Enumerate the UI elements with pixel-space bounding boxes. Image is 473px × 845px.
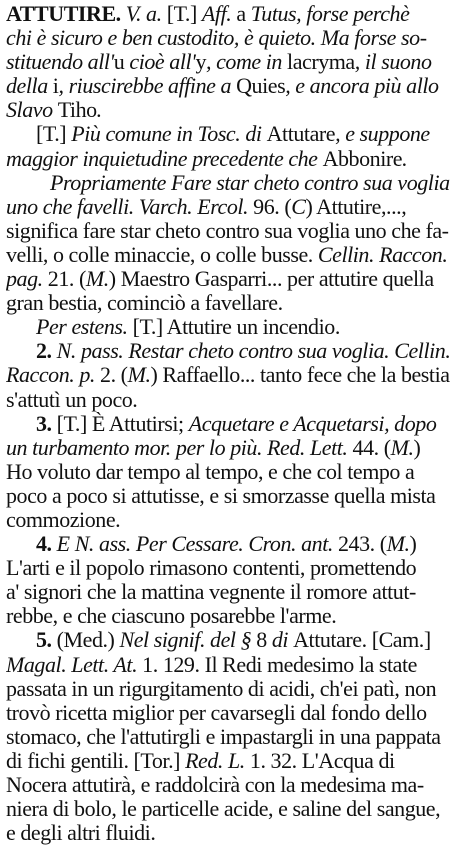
text-run: M. — [85, 267, 109, 292]
entry-line — [6, 291, 465, 315]
entry-line — [6, 436, 465, 460]
entry-line — [6, 315, 465, 339]
text-run: 243. ( — [337, 532, 387, 557]
text-run: [T.] Attutire un incendio. — [132, 315, 340, 340]
text-run: Attutare — [266, 122, 336, 147]
text-run: 2. — [36, 339, 57, 364]
entry-line — [6, 412, 465, 436]
entry-line — [6, 460, 465, 484]
text-run: 3. — [36, 411, 57, 436]
text-run: , riuscirebbe affine a — [58, 74, 237, 99]
entry-line — [6, 74, 465, 98]
text-run: 44. ( — [352, 435, 391, 460]
text-run: Acquetare e Acquetarsi, dopo — [188, 411, 437, 436]
entry-line — [6, 243, 465, 267]
text-run: s'attutì un poco. — [6, 387, 138, 412]
entry-line — [6, 821, 465, 845]
text-run: i — [52, 74, 59, 99]
text-run: Tutus, — [250, 2, 302, 26]
text-run: Per estens. — [36, 315, 133, 340]
text-run: Aff. — [201, 2, 232, 26]
text-run: ) — [413, 435, 421, 460]
text-run: . [Cam.] — [361, 628, 431, 653]
entry-line — [6, 363, 465, 387]
text-run: M. — [127, 363, 151, 388]
entry-line — [6, 701, 465, 725]
text-run: di — [266, 628, 294, 653]
text-run: Magal. Lett. At. — [6, 652, 143, 677]
text-run: uno che favelli. Varch. Ercol. — [6, 194, 254, 219]
text-run: poco a poco si attutisse, e si smorzasse quella mista — [6, 483, 436, 508]
text-run: , il suono — [354, 50, 432, 75]
entry-line — [6, 122, 465, 146]
text-run: C — [291, 194, 306, 219]
text-run: Nocera attutirà, e raddolcirà con la medesima ma- — [6, 773, 424, 797]
text-run: M. — [390, 435, 414, 460]
text-run: di fichi gentili. [Tor.] — [6, 748, 186, 773]
text-run: stomaco, che l'attutirgli e impastargli in una pappata — [6, 724, 441, 749]
text-run: Cellin. Raccon. — [317, 242, 448, 267]
entry-line — [6, 797, 465, 821]
text-run: maggior inquietudine precedente che — [6, 146, 323, 171]
entry-line — [6, 2, 465, 26]
entry-line — [6, 171, 465, 195]
text-run: gran bestia, cominciò a favellare. — [6, 291, 283, 316]
text-run: ATTUTIRE. — [6, 2, 121, 26]
entry-line — [6, 484, 465, 508]
text-run: e degli altri fluidi. — [6, 821, 156, 845]
text-run: [T.] — [36, 122, 72, 147]
text-run: a' signori che la mattina vegnente il romore attut- — [6, 580, 416, 605]
text-run: M. — [386, 532, 410, 557]
text-run: un turbamento mor. per lo più. Red. Lett. — [6, 435, 353, 460]
entry-line — [6, 195, 465, 219]
text-run: [T.] — [166, 2, 202, 26]
text-run: Nel signif. del § — [119, 628, 257, 653]
text-run: trovò ricetta miglior per cavarsegli dal fondo dello — [6, 700, 427, 725]
text-run: . — [402, 146, 408, 171]
text-run: . — [96, 98, 102, 123]
text-run: forse perchè — [301, 2, 410, 26]
text-run: Propriamente Fare star cheto contro sua voglia — [50, 170, 450, 195]
text-run: Tiho — [57, 98, 97, 123]
entry-line — [6, 628, 465, 652]
entry-line — [6, 26, 465, 50]
text-run: 2. ( — [100, 363, 128, 388]
text-run: , e ancora più allo — [285, 74, 439, 99]
text-run: 8 — [256, 628, 267, 653]
entry-line — [6, 50, 465, 74]
text-run: 4. — [36, 532, 57, 557]
text-run: Abbonire — [322, 146, 403, 171]
text-run: N. pass. Restar cheto contro sua voglia. Cellin. — [56, 339, 451, 364]
entry-line — [6, 267, 465, 291]
text-run: ) — [409, 532, 417, 557]
entry-line — [6, 508, 465, 532]
text-run: y — [195, 50, 206, 75]
text-run: passata in un rigurgitamento di acidi, ch'ei patì, non — [6, 676, 437, 701]
text-run: significa fare star cheto contro sua voglia uno che fa- — [6, 218, 449, 243]
text-run: Red. L. — [185, 748, 250, 773]
text-run: ) Maestro Gasparri... per attutire quella — [108, 267, 434, 292]
text-run: Raccon. p. — [6, 363, 101, 388]
text-run: 1. 129. Il Redi medesimo la state — [142, 652, 417, 677]
text-run: (Med.) — [56, 628, 120, 653]
text-run: E N. ass. Per Cessare. Cron. ant. — [56, 532, 338, 557]
text-run: della — [6, 74, 53, 99]
text-run: rebbe, e che ciascuno posarebbe l'arme. — [6, 604, 337, 629]
text-run: Attutare — [293, 628, 362, 653]
text-run: u — [113, 50, 125, 75]
entry-line — [6, 532, 465, 556]
text-run: , e suppone — [335, 122, 430, 147]
text-run: lacryma — [287, 50, 355, 75]
text-run: chi è sicuro e ben custodito, è quieto. Ma forse so- — [6, 26, 427, 51]
text-run: Slavo — [6, 98, 58, 123]
text-run: V. a. — [120, 2, 167, 26]
text-run: 1. 32. L'Acqua di — [249, 748, 395, 773]
text-run: velli, o colle minaccie, o colle busse. — [6, 242, 318, 267]
entry-line — [6, 653, 465, 677]
text-run: , come in — [206, 50, 288, 75]
text-run: stituendo all' — [6, 50, 114, 75]
text-run: 96. ( — [253, 194, 292, 219]
entry-line — [6, 725, 465, 749]
entry-line — [6, 219, 465, 243]
entry-line — [6, 556, 465, 580]
entry-line — [6, 98, 465, 122]
text-run: L'arti e il popolo rimasono contenti, promettendo — [6, 556, 417, 581]
entry-line — [6, 388, 465, 412]
text-run: ) Raffaello... tanto fece che la bestia — [150, 363, 450, 388]
text-run: [T.] È Attutirsi; — [56, 411, 189, 436]
text-run: a — [231, 2, 251, 26]
text-run: Più comune in Tosc. di — [71, 122, 267, 147]
entry-line — [6, 580, 465, 604]
text-run: commozione. — [6, 507, 121, 532]
text-run: Quies — [236, 74, 286, 99]
text-run: cioè all' — [124, 50, 196, 75]
entry-line — [6, 749, 465, 773]
entry-line — [6, 604, 465, 628]
entry-line — [6, 147, 465, 171]
entry-line — [6, 339, 465, 363]
text-run: 21. ( — [47, 267, 86, 292]
entry-line — [6, 773, 465, 797]
text-run: Ho voluto dar tempo al tempo, e che col tempo a — [6, 459, 415, 484]
text-run: 5. — [36, 628, 57, 653]
text-run: ) Attutire,..., — [305, 194, 407, 219]
text-run: niera di bolo, le particelle acide, e saline del sangue, — [6, 797, 441, 822]
entry-line — [6, 677, 465, 701]
text-run: pag. — [6, 267, 48, 292]
